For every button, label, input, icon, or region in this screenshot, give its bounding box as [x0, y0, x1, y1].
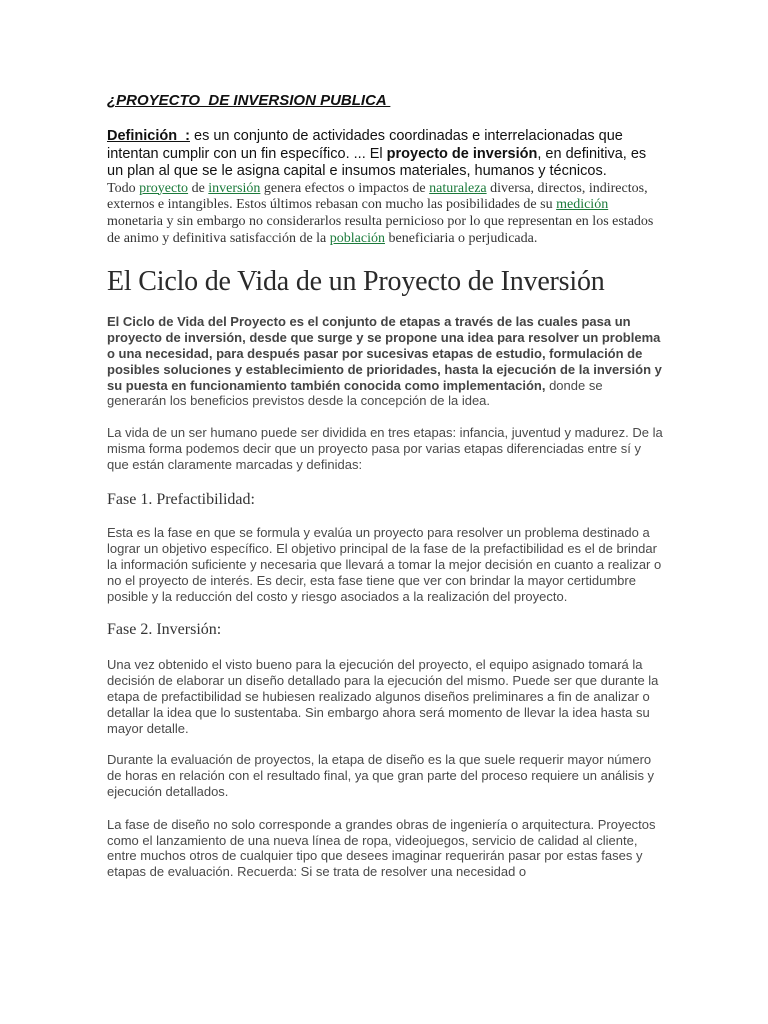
fase2-paragraph-1: Una vez obtenido el visto bueno para la ejecución del proyecto, el equipo asignado tomará la decisión de elaborar un diseño detallado para la ejecución del mismo. Puede ser que durante la etapa de prefactibilidad se hubiesen realizado algunos diseños preliminares a fin de analizar o detallar la idea que lo sustentaba. Sin embargo ahora será momento de llevar la idea hasta su mayor detalle. [107, 657, 659, 736]
effects-paragraph [107, 181, 663, 248]
link-poblacion[interactable]: población [329, 230, 385, 246]
fase2-heading: Fase 2. Inversión: [107, 621, 222, 639]
effects-text-1: Todo [107, 180, 140, 196]
definition-label: Definición : [107, 128, 190, 144]
link-medicion[interactable]: medición [556, 197, 609, 213]
effects-text-5: monetaria y sin embargo no considerarlos resulta pernicioso por lo que representan en los estados de animo y definitiva satisfacción de la [107, 213, 654, 246]
definition-text-a: es un conjunto de actividades coordinadas e interrelacionadas que intentan cumplir con un fin específico. ... El [107, 128, 623, 162]
fase2-paragraph-3: La fase de diseño no solo corresponde a grandes obras de ingeniería o arquitectura. Proyectos como el lanzamiento de una nueva línea de ropa, videojuegos, servicio de calidad al cliente, entre muchos otros de cualquier tipo que desees imaginar requerirán pasar por estas fases y etapas de evaluación. Recuerda: Si se trata de resolver una necesidad o [107, 816, 656, 880]
fase2-paragraph-2: Durante la evaluación de proyectos, la etapa de diseño es la que suele requerir mayor número de horas en relación con el resultado final, ya que gran parte del proceso requiere un análisis y ejecución detallados. [107, 752, 655, 800]
fase1-paragraph: Esta es la fase en que se formula y evalúa un proyecto para resolver un problema destinado a lograr un objetivo específico. El objetivo principal de la fase de la prefactibilidad es el de brindar la información suficiente y necesaria que llevará a tomar la mejor decisión en cuanto a realizar o no el proyecto de interés. Es decir, esta fase tiene que ver con brindar la mayor certidumbre posible y la reducción del costo y riesgo asociados a la realización del proyecto. [107, 525, 662, 604]
effects-text-6: beneficiaria o perjudicada. [384, 230, 538, 246]
definition-bold-term: proyecto de inversión [386, 145, 538, 162]
effects-text-2: de [188, 180, 209, 196]
intro-rest-text: donde se generarán los beneficios previstos desde la concepción de la idea. [107, 377, 603, 409]
document-page [107, 92, 663, 880]
intro-paragraph [107, 314, 663, 409]
link-inversion[interactable]: inversión [208, 180, 261, 196]
link-proyecto[interactable]: proyecto [139, 180, 189, 196]
effects-text-4: diversa, directos, indirectos, externos e intangibles. Estos últimos rebasan con mucho las posibilidades de su [107, 180, 648, 213]
section-heading: El Ciclo de Vida de un Proyecto de Inversión [107, 266, 605, 298]
definition-text-b: , en definitiva, es un plan al que se le asigna capital e insumos materiales, humanos y técnicos. [107, 145, 647, 179]
document-title: ¿PROYECTO DE INVERSION PUBLICA [107, 92, 391, 109]
fase1-heading: Fase 1. Prefactibilidad: [107, 491, 255, 509]
link-naturaleza[interactable]: naturaleza [429, 180, 487, 196]
intro-bold-text: El Ciclo de Vida del Proyecto es el conjunto de etapas a través de las cuales pasa un proyecto de inversión, desde que surge y se propone una idea para resolver un problema o una necesidad, para después pasar por sucesivas etapas de estudio, formulación de posibles soluciones y establecimiento de prioridades, hasta la ejecución de la inversión y su puesta en funcionamiento también conocida como implementación, [107, 314, 662, 393]
vida-paragraph: La vida de un ser humano puede ser dividida en tres etapas: infancia, juventud y madurez. De la misma forma podemos decir que un proyecto pasa por varias etapas diferenciadas entre sí y que están claramente marcadas y definidas: [107, 425, 663, 472]
effects-text-3: genera efectos o impactos de [260, 180, 430, 196]
definition-paragraph [107, 128, 663, 181]
